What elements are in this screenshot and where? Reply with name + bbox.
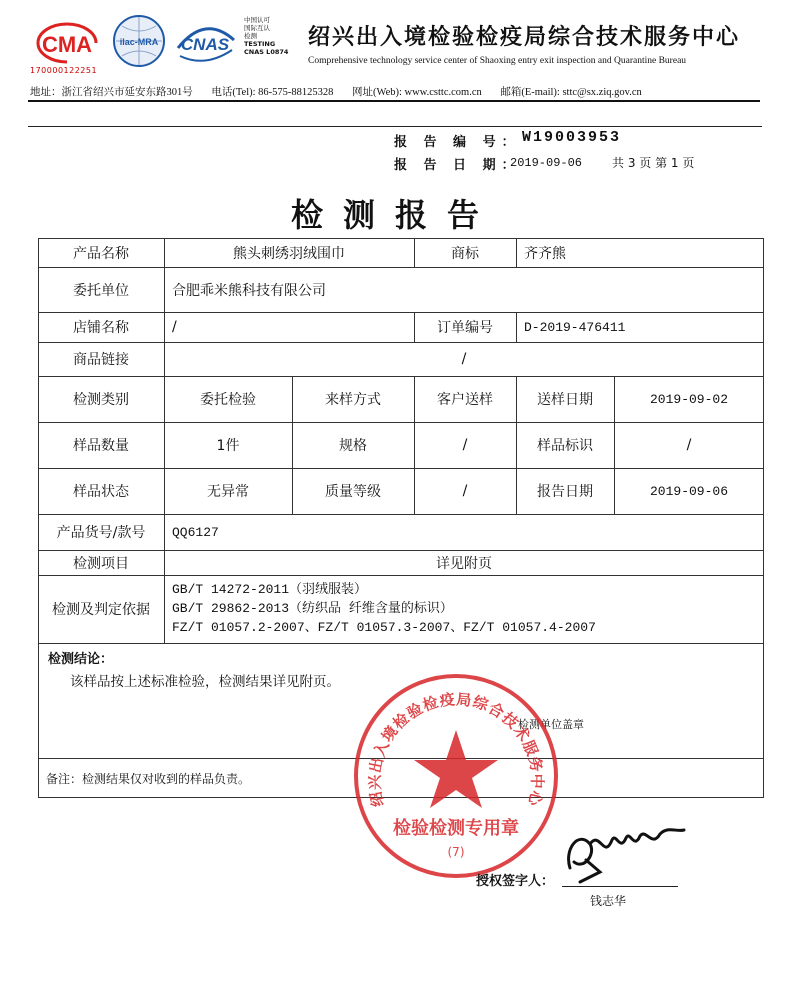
report-date: 2019-09-06 (510, 156, 583, 170)
quality-grade: / (462, 483, 468, 499)
report-number: W19003953 (522, 129, 622, 146)
conclusion-text: 该样品按上述标准检验，检测结果详见附页。 (70, 674, 340, 690)
cnas-logo (172, 18, 238, 66)
basis-line: GB/T 29862-2013（纺织品 纤维含量的标识） (172, 601, 453, 616)
website: 网址(Web): www.csttc.com.cn (352, 87, 482, 98)
cma-number: 170000122251 (30, 66, 98, 75)
signatory-name: 钱志华 (590, 894, 627, 908)
stamp-label: 检测单位盖章 (518, 718, 584, 731)
product-name-label: 产品名称 (73, 246, 129, 262)
order-number: D-2019-476411 (524, 319, 626, 335)
report-number-label: 报 告 编 号： (394, 135, 521, 150)
test-items-label: 检测项目 (73, 555, 129, 572)
cma-logo-text: CMA (41, 32, 93, 57)
sample-quantity-label: 样品数量 (73, 438, 129, 454)
report-date-label: 报 告 日 期： (394, 158, 521, 173)
cma-logo (34, 20, 100, 66)
brand-label: 商标 (451, 246, 479, 262)
remark: 备注：检测结果仅对收到的样品负责。 (46, 772, 251, 786)
test-basis (164, 576, 764, 643)
spec: / (462, 437, 468, 453)
product-link-label: 商品链接 (73, 352, 129, 368)
quality-grade-label: 质量等级 (325, 484, 381, 500)
phone: 电话(Tel): 86-575-88125328 (211, 87, 334, 98)
official-stamp (352, 672, 560, 880)
page-count: 共 3 页 第 1 页 (612, 156, 695, 170)
shop: / (172, 319, 177, 335)
basis-line: FZ/T 01057.2-2007、FZ/T 01057.3-2007、FZ/T 01057.4-2007 (172, 620, 596, 635)
test-type-label: 检测类别 (73, 392, 129, 408)
ilac-logo-text: ilac-MRA (119, 37, 159, 47)
report-date-cell-label: 报告日期 (537, 484, 593, 500)
contact-line (30, 84, 658, 99)
test-basis-label: 检测及判定依据 (52, 601, 150, 618)
test-items: 详见附页 (436, 555, 492, 572)
order-number-label: 订单编号 (437, 320, 493, 336)
client-label: 委托单位 (73, 283, 129, 299)
handwritten-signature (560, 810, 690, 890)
item-number-label: 产品货号/款号 (56, 525, 146, 541)
basis-line: GB/T 14272-2011（羽绒服装） (172, 582, 368, 597)
sampling-method-label: 来样方式 (325, 392, 381, 408)
sample-condition-label: 样品状态 (73, 484, 129, 500)
delivery-date-label: 送样日期 (537, 392, 593, 408)
cnas-accreditation-text: 中国认可 国际互认 检测 TESTING CNAS L0874 (244, 16, 289, 56)
conclusion-label: 检测结论： (48, 652, 114, 667)
client: 合肥乖米熊科技有限公司 (172, 283, 326, 299)
organization-name-en: Comprehensive technology service center of Shaoxing entry exit inspection and Quarantine Bureau (308, 56, 687, 66)
signatory-label: 授权签字人： (476, 874, 555, 889)
product-name: 熊头刺绣羽绒围巾 (233, 246, 345, 262)
sample-condition: 无异常 (207, 484, 249, 500)
sample-quantity: 1件 (216, 438, 240, 454)
spec-label: 规格 (339, 438, 367, 454)
sampling-method: 客户送样 (437, 392, 493, 408)
header-rule (28, 100, 760, 102)
shop-label: 店铺名称 (73, 320, 129, 336)
item-number: QQ6127 (172, 524, 219, 540)
organization-name-cn: 绍兴出入境检验检疫局综合技术服务中心 (308, 25, 741, 50)
test-type: 委托检验 (200, 392, 256, 408)
stamp-center-text: 检验检测专用章 (393, 818, 519, 839)
ilac-mra-logo (108, 14, 170, 68)
report-date-cell: 2019-09-06 (649, 483, 728, 499)
product-link: / (461, 351, 467, 367)
cnas-logo-text: CNAS (180, 35, 230, 54)
signature-line (562, 886, 678, 887)
delivery-date: 2019-09-02 (649, 391, 728, 407)
report-title: 检测报告 (290, 196, 499, 234)
sample-id: / (686, 437, 692, 453)
stamp-number: (7) (447, 845, 465, 859)
star-icon (414, 730, 498, 808)
stamp-ring-text: 绍兴出入境检验检疫局综合技术服务中心 (365, 690, 547, 809)
email: 邮箱(E-mail): sttc@sx.ziq.gov.cn (500, 87, 642, 98)
brand: 齐齐熊 (524, 246, 566, 262)
header-rule-thin (28, 126, 762, 127)
sample-id-label: 样品标识 (537, 438, 593, 454)
address: 地址：浙江省绍兴市延安东路301号 (30, 87, 193, 98)
